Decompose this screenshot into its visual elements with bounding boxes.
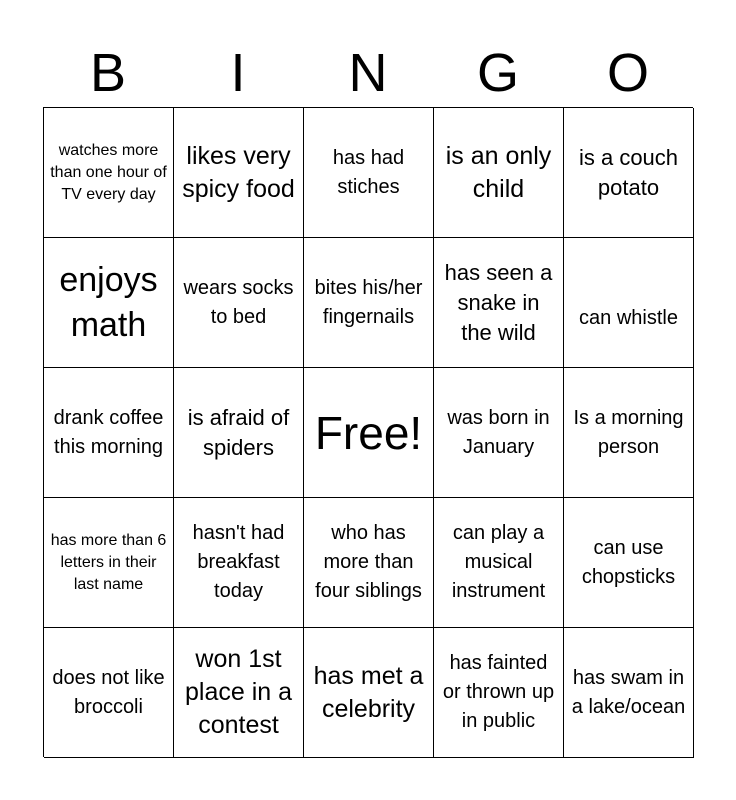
cell-text: wears socks to bed	[183, 276, 294, 328]
cell-text: was born in January	[447, 406, 550, 458]
bingo-cell[interactable]	[564, 628, 694, 758]
header-letter-o: O	[606, 43, 649, 103]
bingo-cell[interactable]	[434, 498, 564, 628]
header-letter-i: I	[230, 43, 246, 103]
cell-text: Is a morning person	[573, 406, 684, 458]
bingo-cell[interactable]	[564, 368, 694, 498]
free-space-text: Free!	[314, 406, 423, 459]
cell-text: won 1st place in a contest	[184, 645, 293, 739]
cell-text: has fainted or thrown up in public	[442, 652, 555, 732]
bingo-cell[interactable]	[44, 238, 174, 368]
cell-text: is an only child	[445, 141, 552, 203]
bingo-cell[interactable]	[304, 108, 434, 238]
bingo-cell[interactable]	[304, 498, 434, 628]
cell-text: does not like broccoli	[52, 666, 165, 718]
cell-text: drank coffee this morning	[53, 406, 164, 458]
bingo-cell[interactable]	[434, 238, 564, 368]
header-letter-n: N	[348, 43, 388, 103]
bingo-cell[interactable]	[434, 108, 564, 238]
bingo-cell[interactable]	[44, 498, 174, 628]
bingo-cell[interactable]	[434, 368, 564, 498]
bingo-cell[interactable]	[564, 498, 694, 628]
bingo-cell[interactable]	[174, 238, 304, 368]
cell-text: has seen a snake in the wild	[444, 259, 553, 345]
bingo-cell[interactable]	[44, 368, 174, 498]
cell-text: hasn't had breakfast today	[192, 522, 285, 602]
bingo-cell[interactable]	[564, 108, 694, 238]
bingo-cell[interactable]	[174, 628, 304, 758]
bingo-cell[interactable]	[434, 628, 564, 758]
cell-text: enjoys math	[59, 260, 158, 344]
bingo-cell[interactable]	[44, 108, 174, 238]
bingo-cell[interactable]	[174, 498, 304, 628]
cell-text: has met a celebrity	[313, 661, 424, 723]
bingo-header	[43, 38, 693, 108]
cell-text: watches more than one hour of TV every day	[50, 141, 167, 203]
bingo-cell[interactable]	[304, 238, 434, 368]
cell-text: has swam in a lake/ocean	[571, 666, 686, 718]
bingo-cell[interactable]	[44, 628, 174, 758]
cell-text: is afraid of spiders	[187, 404, 290, 460]
header-letter-g: G	[476, 43, 519, 103]
cell-text: is a couch potato	[578, 144, 679, 200]
cell-text: bites his/her fingernails	[314, 276, 423, 328]
cell-text: has more than 6 letters in their last name	[50, 531, 167, 593]
cell-text: can whistle	[579, 307, 678, 329]
header-letter-b: B	[89, 43, 127, 103]
bingo-cell[interactable]	[174, 368, 304, 498]
bingo-cell[interactable]	[174, 108, 304, 238]
cell-text: has had stiches	[332, 146, 405, 198]
cell-text: likes very spicy food	[182, 141, 295, 203]
bingo-cell[interactable]	[304, 628, 434, 758]
cell-text: can use chopsticks	[581, 536, 676, 588]
cell-text: can play a musical instrument	[451, 522, 546, 602]
bingo-grid	[43, 107, 693, 757]
cell-text: who has more than four siblings	[315, 522, 422, 602]
free-space[interactable]	[304, 368, 434, 498]
bingo-cell[interactable]	[564, 238, 694, 368]
